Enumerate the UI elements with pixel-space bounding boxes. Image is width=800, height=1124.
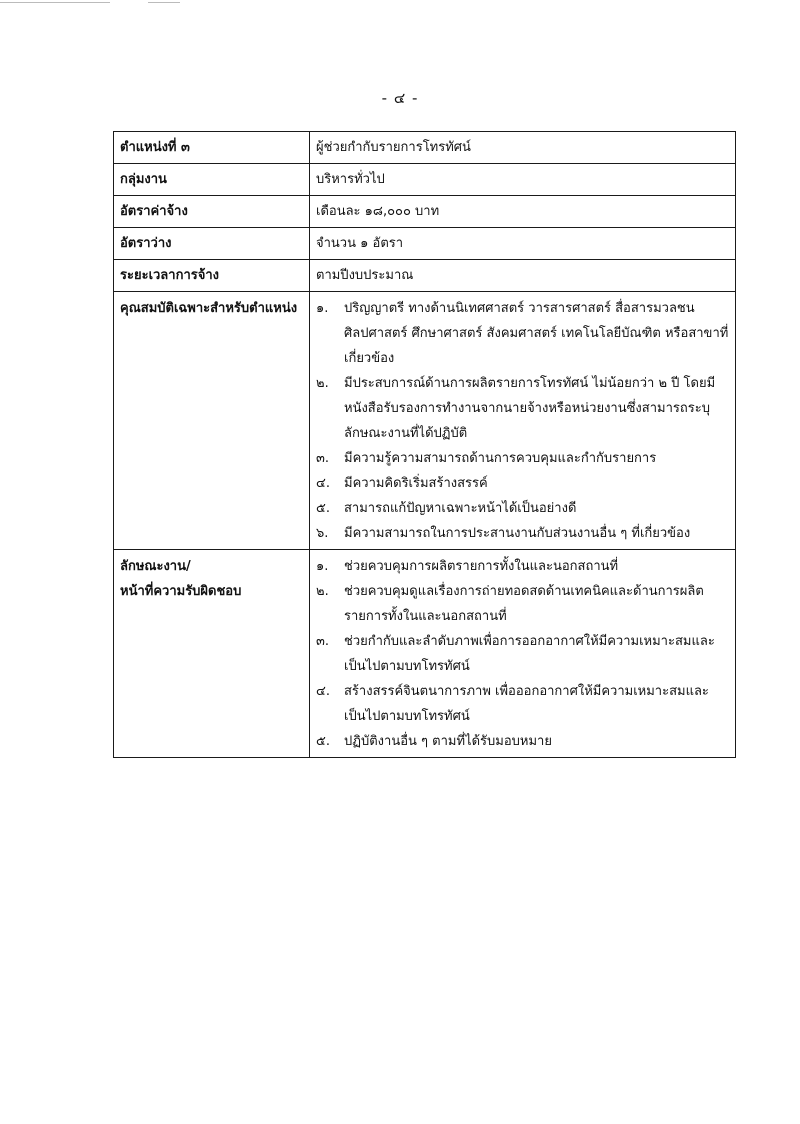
job-description-table: [113, 131, 736, 758]
list-item-text: สร้างสรรค์จินตนาการภาพ เพื่อออกอากาศให้มีความเหมาะสมและเป็นไปตามบทโทรทัศน์: [344, 684, 709, 724]
list-item: [316, 471, 729, 496]
list-item-number: ๓.: [316, 634, 330, 649]
list-item: [316, 296, 729, 371]
list-item: [316, 729, 729, 754]
scan-artifact-right: [148, 2, 180, 3]
list-item-number: ๔.: [316, 684, 330, 699]
table-row-duties: [114, 550, 736, 758]
vacancy-label: อัตราว่าง: [114, 228, 310, 260]
qualifications-label: คุณสมบัติเฉพาะสำหรับตำแหน่ง: [114, 292, 310, 550]
list-item-number: ๑.: [316, 301, 329, 316]
list-item: [316, 629, 729, 679]
list-item-text: ปฏิบัติงานอื่น ๆ ตามที่ได้รับมอบหมาย: [344, 734, 552, 749]
list-item-text: มีประสบการณ์ด้านการผลิตรายการโทรทัศน์ ไม่น้อยกว่า ๒ ปี โดยมีหนังสือรับรองการทำงานจากนายจ้างหรือหน่วยงานซึ่งสามารถระบุลักษณะงานที่ได้ปฏิบัติ: [344, 376, 716, 441]
salary-value: เดือนละ ๑๘,๐๐๐ บาท: [310, 196, 736, 228]
duties-label: [114, 550, 310, 758]
list-item: [316, 554, 729, 579]
duties-label-line-1: ลักษณะงาน/: [120, 559, 191, 574]
list-item-number: ๔.: [316, 476, 330, 491]
list-item: [316, 679, 729, 729]
list-item-number: ๖.: [316, 526, 329, 541]
list-item-number: ๒.: [316, 584, 329, 599]
list-item-text: สามารถแก้ปัญหาเฉพาะหน้าได้เป็นอย่างดี: [344, 501, 577, 516]
list-item-number: ๓.: [316, 451, 330, 466]
list-item-text: มีความสามารถในการประสานงานกับส่วนงานอื่น ๆ ที่เกี่ยวข้อง: [344, 526, 691, 541]
list-item-number: ๕.: [316, 734, 330, 749]
duties-label-line-2: หน้าที่ความรับผิดชอบ: [120, 584, 242, 599]
duration-label: ระยะเวลาการจ้าง: [114, 260, 310, 292]
list-item-text: มีความคิดริเริ่มสร้างสรรค์: [344, 476, 488, 491]
table-row-position: [114, 132, 736, 164]
list-item-text: ช่วยกำกับและลำดับภาพเพื่อการออกอากาศให้มีความเหมาะสมและเป็นไปตามบทโทรทัศน์: [344, 634, 715, 674]
list-item: [316, 446, 729, 471]
list-item: [316, 496, 729, 521]
table-row-qualifications: [114, 292, 736, 550]
duration-value: ตามปีงบประมาณ: [310, 260, 736, 292]
list-item: [316, 579, 729, 629]
list-item: [316, 521, 729, 546]
table-row-salary: [114, 196, 736, 228]
page-number: - ๔ -: [381, 89, 419, 107]
table-row-vacancy: [114, 228, 736, 260]
position-value: ผู้ช่วยกำกับรายการโทรทัศน์: [310, 132, 736, 164]
duties-cell: [310, 550, 736, 758]
work-group-label: กลุ่มงาน: [114, 164, 310, 196]
work-group-value: บริหารทั่วไป: [310, 164, 736, 196]
list-item-number: ๑.: [316, 559, 329, 574]
vacancy-value: จำนวน ๑ อัตรา: [310, 228, 736, 260]
table-row-work-group: [114, 164, 736, 196]
list-item-text: ช่วยควบคุมดูแลเรื่องการถ่ายทอดสดด้านเทคนิคและด้านการผลิตรายการทั้งในและนอกสถานที่: [344, 584, 704, 624]
scan-artifact-left: [0, 2, 110, 3]
list-item-number: ๒.: [316, 376, 329, 391]
list-item: [316, 371, 729, 446]
position-label: ตำแหน่งที่ ๓: [114, 132, 310, 164]
duties-list: [316, 554, 729, 754]
table-row-duration: [114, 260, 736, 292]
qualifications-list: [316, 296, 729, 546]
list-item-text: ช่วยควบคุมการผลิตรายการทั้งในและนอกสถานที่: [344, 559, 619, 574]
list-item-text: ปริญญาตรี ทางด้านนิเทศศาสตร์ วารสารศาสตร์ สื่อสารมวลชน ศิลปศาสตร์ ศึกษาศาสตร์ สังคมศาสตร์ เทคโนโลยีบัณฑิต หรือสาขาที่เกี่ยวข้อง: [344, 301, 729, 366]
salary-label: อัตราค่าจ้าง: [114, 196, 310, 228]
list-item-text: มีความรู้ความสามารถด้านการควบคุมและกำกับรายการ: [344, 451, 657, 466]
list-item-number: ๕.: [316, 501, 330, 516]
qualifications-cell: [310, 292, 736, 550]
